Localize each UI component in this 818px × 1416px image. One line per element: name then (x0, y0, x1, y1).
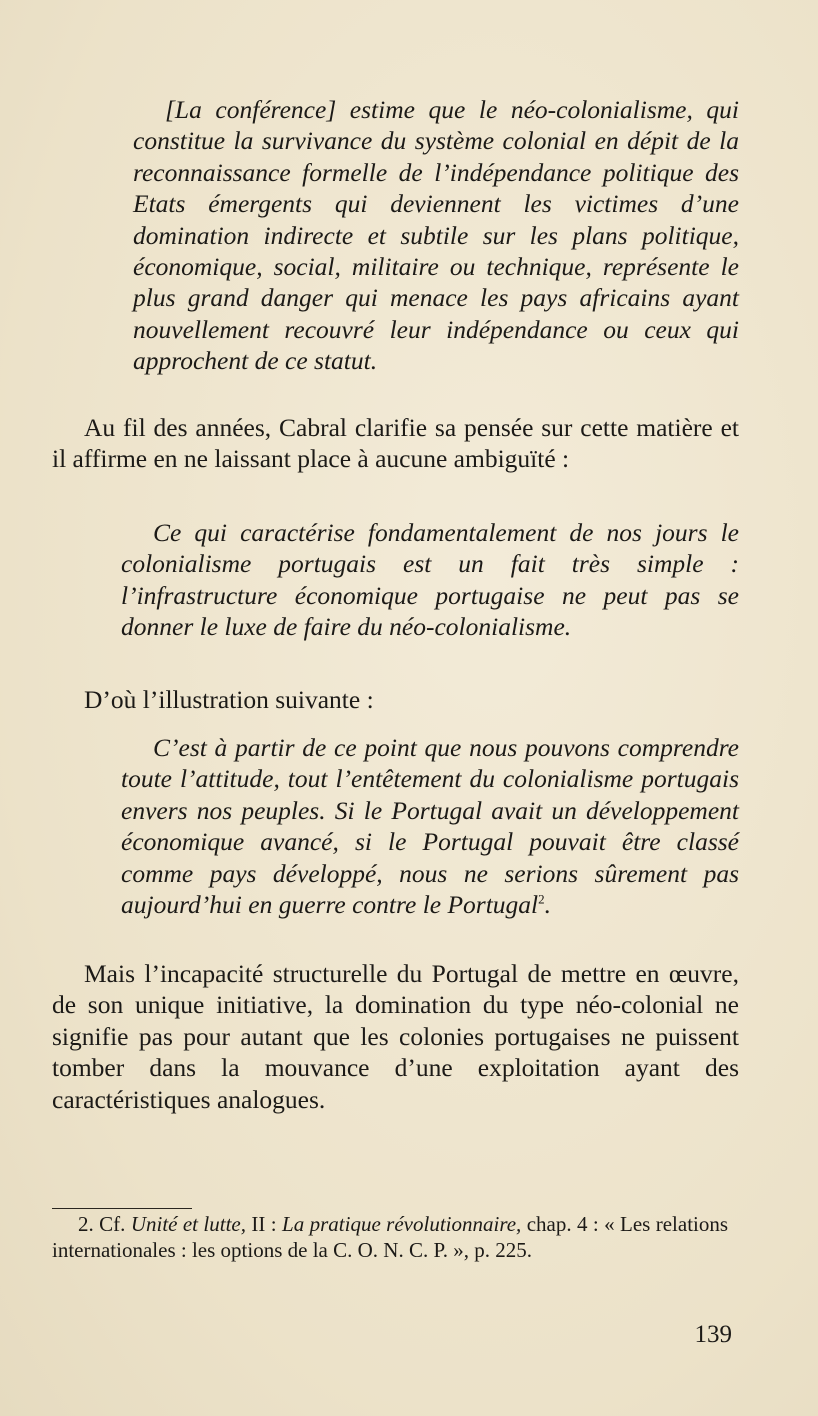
block-quote-portuguese-colonialism: Ce qui caractérise fondamentalement de nos jours le colonialisme portugais est un fait très simple : l’infrastructure économique portugaise ne peut pas se donner le luxe de faire du néo-colonialisme. (121, 518, 739, 642)
footnote (52, 1212, 728, 1263)
paragraph-cabral-clarifies: Au fil des années, Cabral clarifie sa pensée sur cette matière et il affirme en ne laissant place à aucune ambiguïté : (52, 413, 739, 474)
block-quote-conference: [La conférence] estime que le néo-colonialisme, qui constitue la survivance du système colonial en dépit de la reconnaissance formelle de l’indépendance politique des Etats émergents qui deviennent les victimes d’une domination indirecte et subtile sur les plans politique, économique, social, militaire ou technique, représente le plus grand danger qui menace les pays africains ayant nouvellement recouvré leur indépendance ou ceux qui approchent de ce statut. (133, 95, 739, 376)
block-quote-attitude-end: . (544, 890, 552, 920)
page-number: 139 (694, 1321, 732, 1348)
footnote-separator (52, 1208, 192, 1209)
footnote-rest: chap. 4 : « Les relations internationales : les options de la C. O. N. C. P. », p. 225. (52, 1212, 729, 1262)
footnote-number: 2. Cf. (78, 1212, 126, 1236)
paragraph-structural-incapacity: Mais l’incapacité structurelle du Portugal de mettre en œuvre, de son unique initiative, la domination du type néo-colonial ne signifie pas pour autant que les colonies portugaises ne puissent tomber dans la mouvance d’une exploitation ayant des caractéristiques analogues. (52, 959, 739, 1114)
block-quote-attitude-text: C’est à partir de ce point que nous pouvons comprendre toute l’attitude, tout l’entêtement du colonialisme portugais envers nos peuples. Si le Portugal avait un développement économique avancé, si le Portugal pouvait être classé comme pays développé, nous ne serions sûrement pas aujourd’hui en guerre contre le Portugal (121, 733, 739, 920)
footnote-part-title: La pratique révolutionnaire, (282, 1212, 522, 1236)
footnote-volume: II : (251, 1212, 277, 1236)
paragraph-illustration: D’où l’illustration suivante : (84, 685, 374, 714)
block-quote-attitude (121, 732, 739, 920)
footnote-work-title: Unité et lutte, (130, 1212, 246, 1236)
footnote-reference: 2 (538, 891, 545, 907)
